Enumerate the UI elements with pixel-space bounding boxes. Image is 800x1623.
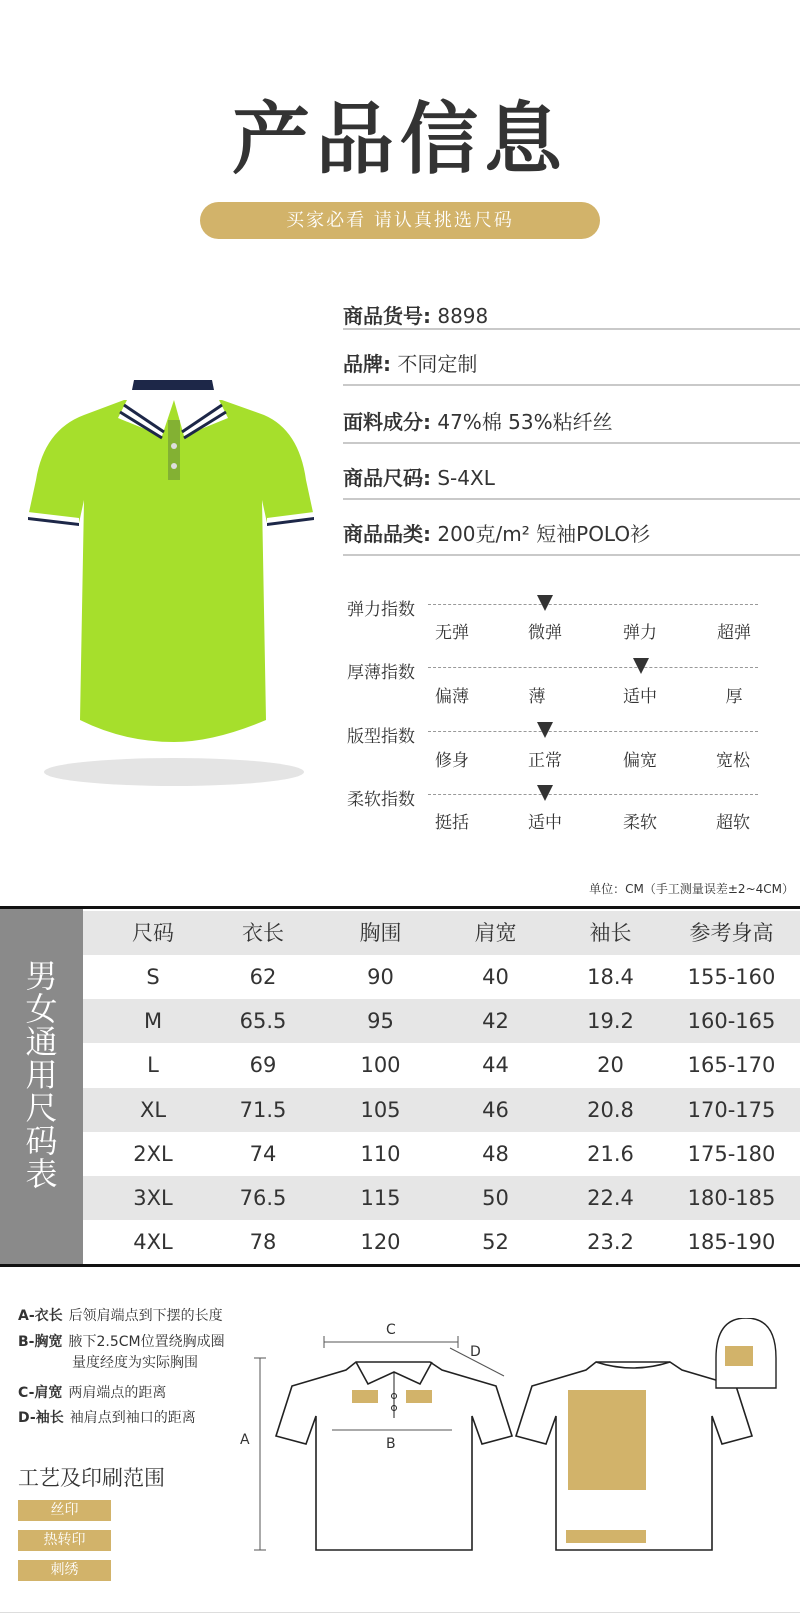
definition-text: 后领肩端点到下摆的长度 [68,1308,223,1324]
table-cell: 3XL [133,1186,173,1210]
table-cell: XL [139,1098,167,1122]
table-cell: L [147,1053,159,1077]
index-label-thickness: 厚薄指数 [347,663,415,683]
table-top-border [0,906,800,909]
craft-silkscreen: 丝印 [18,1500,111,1521]
definition-b-line2: 量度经度为实际胸围 [72,1355,198,1371]
definition-c [18,1383,166,1404]
index-marker-softness [537,785,553,801]
table-cell: 20.8 [587,1098,634,1122]
table-cell: 23.2 [587,1230,634,1254]
side-title-char: 男 [25,957,58,995]
index-option: 修身 [435,751,469,771]
index-option: 偏薄 [435,687,469,707]
definition-text: 腋下2.5CM位置绕胸成圈 [68,1334,225,1350]
info-value: 不同定制 [397,352,478,376]
table-row [83,1088,800,1132]
table-cell: 4XL [133,1230,173,1254]
info-item-category [343,518,800,556]
index-option: 超软 [716,813,750,833]
table-cell: 21.6 [587,1142,634,1166]
craft-heat-transfer: 热转印 [18,1530,111,1551]
table-row [83,1043,800,1087]
footer-divider [0,1612,800,1613]
side-title-char: 女 [25,990,58,1028]
label-b: B [386,1436,396,1452]
table-row [83,955,800,999]
definition-a [18,1306,223,1327]
table-header-cell: 肩宽 [474,921,517,945]
index-option: 柔软 [623,813,657,833]
table-cell: 78 [249,1230,277,1254]
table-cell: 105 [360,1098,401,1122]
index-option: 宽松 [716,751,750,771]
info-value: 8898 [437,304,489,328]
info-label: 商品品类: [343,522,431,546]
table-cell: 48 [482,1142,509,1166]
table-cell: 160-165 [687,1009,776,1033]
subtitle-banner: 买家必看 请认真挑选尺码 [200,202,600,239]
table-cell: 50 [482,1186,509,1210]
info-item-brand [343,348,800,386]
index-option: 薄 [528,687,546,707]
table-cell: 62 [249,965,277,989]
index-label-fit: 版型指数 [347,727,415,747]
index-scale-line [428,794,758,795]
table-header-cell: 尺码 [132,921,174,945]
table-cell: 120 [360,1230,401,1254]
index-marker-thickness [633,658,649,674]
side-title-char: 表 [25,1155,58,1193]
table-cell: 22.4 [587,1186,634,1210]
table-cell: 115 [360,1186,401,1210]
info-item-code [343,300,800,330]
craft-embroidery: 刺绣 [18,1560,111,1581]
table-side-title [0,957,83,1193]
table-cell: 44 [482,1053,509,1077]
definition-d [18,1408,196,1429]
table-cell: 95 [367,1009,394,1033]
definition-b [18,1332,225,1353]
index-label-elasticity: 弹力指数 [347,600,415,620]
table-row [83,1220,800,1264]
side-title-char: 通 [25,1023,58,1061]
definition-text: 两肩端点的距离 [68,1385,167,1401]
table-header-cell: 胸围 [359,921,402,945]
index-option: 微弹 [528,623,562,643]
craft-title: 工艺及印刷范围 [18,1466,165,1490]
info-value: 200克/m² 短袖POLO衫 [437,522,651,546]
table-cell: 46 [482,1098,509,1122]
index-scale-line [428,667,758,668]
info-item-fabric [343,406,800,444]
table-cell: 165-170 [687,1053,776,1077]
table-cell: 155-160 [687,965,776,989]
definition-key: A-衣长 [18,1308,63,1324]
table-cell: 185-190 [687,1230,776,1254]
side-title-char: 用 [25,1056,58,1094]
table-cell: 175-180 [687,1142,776,1166]
definition-key: B-胸宽 [18,1334,63,1350]
index-option: 弹力 [623,623,657,643]
definition-text: 袖肩点到袖口的距离 [69,1410,196,1426]
table-cell: 90 [367,965,394,989]
table-cell: 170-175 [687,1098,776,1122]
table-cell: 65.5 [239,1009,287,1033]
info-label: 商品货号: [343,304,431,328]
table-cell: 18.4 [587,965,634,989]
table-cell: M [143,1009,163,1033]
page-title: 产品信息 [231,95,568,185]
info-label: 品牌: [343,352,391,376]
label-a: A [240,1432,250,1448]
info-value: 47%棉 53%粘纤丝 [437,410,613,434]
label-c: C [386,1322,396,1338]
index-option: 适中 [528,813,562,833]
table-cell: 52 [482,1230,509,1254]
index-option: 超弹 [717,623,751,643]
table-cell: 76.5 [239,1186,287,1210]
table-cell: 100 [360,1053,401,1077]
index-option: 挺括 [435,813,469,833]
side-title-char: 码 [25,1122,58,1160]
table-row [83,999,800,1043]
index-label-softness: 柔软指数 [347,790,415,810]
table-row [83,1176,800,1220]
table-header-cell: 袖长 [589,921,632,945]
table-bottom-border [0,1264,800,1267]
table-cell: 69 [249,1053,277,1077]
table-row [83,1132,800,1176]
table-header-cell: 参考身高 [689,921,774,945]
info-value: S-4XL [437,466,495,490]
index-option: 适中 [623,687,657,707]
table-header-row [83,911,800,955]
index-scale-line [428,731,758,732]
measurement-diagram [236,1318,796,1608]
table-cell: 40 [482,965,509,989]
table-cell: 2XL [133,1142,173,1166]
definition-key: C-肩宽 [18,1385,63,1401]
info-item-size [343,462,800,500]
table-header-cell: 衣长 [242,921,284,945]
table-cell: 19.2 [587,1009,634,1033]
side-title-char: 尺 [25,1089,58,1127]
index-option: 无弹 [435,623,469,643]
index-option: 偏宽 [623,751,657,771]
index-marker-fit [537,722,553,738]
table-cell: 74 [249,1142,277,1166]
polo-shirt-image [14,380,334,820]
definition-key: D-袖长 [18,1410,64,1426]
info-label: 商品尺码: [343,466,431,490]
index-marker-elasticity [537,595,553,611]
unit-note: 单位：CM（手工测量误差±2~4CM） [589,882,794,896]
table-cell: S [146,965,160,989]
table-cell: 110 [360,1142,401,1166]
table-cell: 42 [482,1009,509,1033]
index-option: 厚 [725,687,743,707]
label-d: D [470,1344,481,1360]
table-cell: 180-185 [687,1186,776,1210]
index-option: 正常 [528,751,562,771]
table-cell: 20 [597,1053,624,1077]
index-scale-line [428,604,758,605]
table-cell: 71.5 [239,1098,287,1122]
info-label: 面料成分: [343,410,431,434]
